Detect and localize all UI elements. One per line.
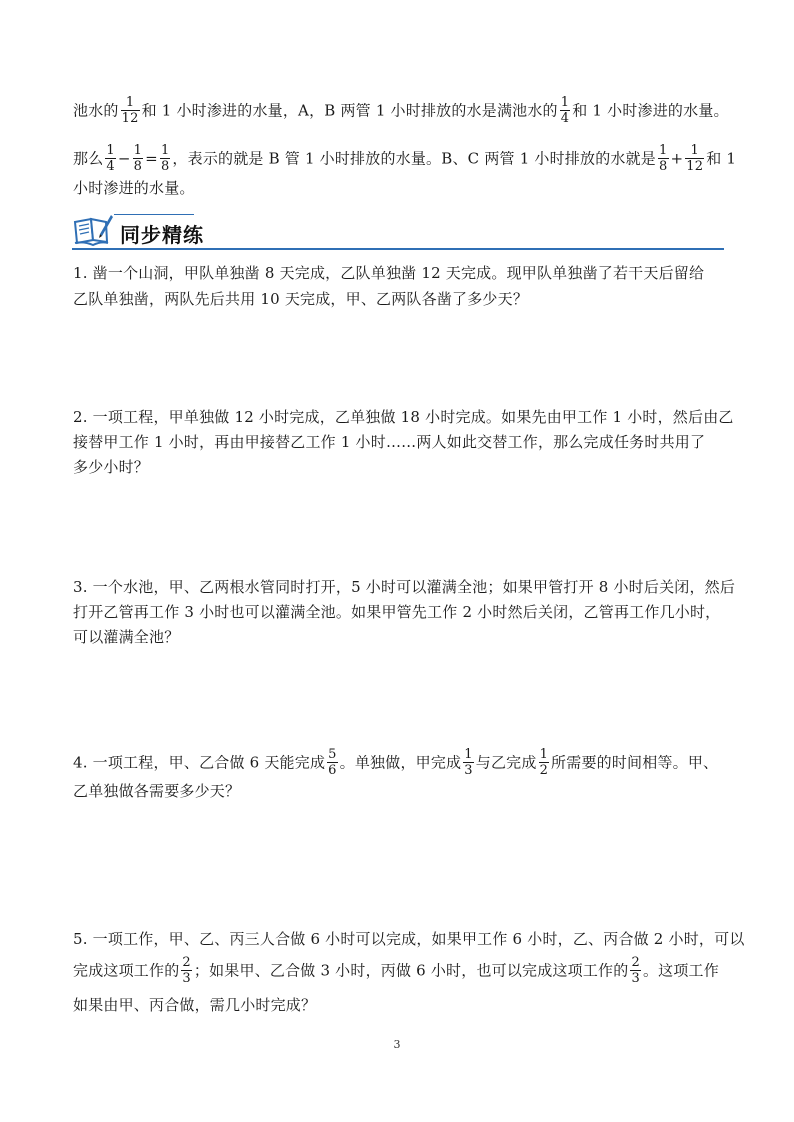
fraction: $\frac{1}{8}$	[160, 143, 170, 174]
fraction: $\frac{1}{4}$	[560, 95, 570, 126]
problem-2-line-3: 多少小时？	[73, 458, 150, 476]
problem-4-line-2: 乙单独做各需要多少天？	[73, 782, 241, 800]
fraction: $\frac{1}{8}$	[133, 143, 143, 174]
fraction: $\frac{2}{3}$	[182, 955, 191, 986]
fraction: $\frac{5}{6}$	[328, 747, 337, 778]
text: 完成这项工作的	[73, 961, 180, 980]
operator: =	[145, 149, 158, 168]
text: 和 1	[706, 149, 737, 168]
fraction: $\frac{1}{8}$	[659, 143, 668, 174]
operator: −	[117, 149, 131, 168]
fraction: $\frac{2}{3}$	[631, 955, 640, 986]
problem-4-line-1	[73, 748, 718, 779]
page-number: 3	[393, 1038, 401, 1051]
text: 那么	[73, 149, 104, 168]
problem-5-line-1: 5. 一项工作，甲、乙、丙三人合做 6 小时可以完成，如果甲工作 6 小时，乙、丙合做 2 小时，可以	[73, 930, 745, 948]
fraction: $\frac{1}{12}$	[121, 95, 139, 126]
text: ；如果甲、乙合做 3 小时，丙做 6 小时，也可以完成这项工作的	[193, 961, 629, 980]
text: 池水的	[73, 101, 119, 120]
fraction: $\frac{1}{4}$	[106, 143, 115, 174]
book-pencil-icon	[72, 212, 114, 248]
problem-2-line-2: 接替甲工作 1 小时，再由甲接替乙工作 1 小时……两人如此交替工作，那么完成任务时共用了	[73, 433, 706, 451]
text: 。这项工作	[642, 961, 719, 980]
problem-5-line-2	[73, 956, 719, 987]
text: 和 1 小时渗进的水量。	[572, 101, 729, 120]
fraction: $\frac{1}{3}$	[464, 747, 473, 778]
problem-3-line-1: 3. 一个水池，甲、乙两根水管同时打开，5 小时可以灌满全池；如果甲管打开 8 小时后关闭，然后	[73, 578, 736, 596]
text: ，表示的就是 B 管 1 小时排放的水量。B、C 两管 1 小时排放的水就是	[172, 149, 657, 168]
fraction: $\frac{1}{2}$	[539, 747, 549, 778]
section-title: 同步精练	[120, 223, 204, 247]
text: 所需要的时间相等。甲、	[551, 753, 719, 772]
fraction: $\frac{1}{12}$	[686, 143, 704, 174]
text: 和 1 小时渗进的水量，A，B 两管 1 小时排放的水是满池水的	[141, 101, 558, 120]
problem-1-line-2: 乙队单独凿，两队先后共用 10 天完成，甲、乙两队各凿了多少天？	[73, 290, 529, 308]
operator: +	[670, 149, 684, 168]
header-rule	[72, 248, 724, 250]
problem-2-line-1: 2. 一项工程，甲单独做 12 小时完成，乙单独做 18 小时完成。如果先由甲工作 1 小时，然后由乙	[73, 408, 734, 426]
problem-1-line-1: 1. 凿一个山洞，甲队单独凿 8 天完成，乙队单独凿 12 天完成。现甲队单独凿了若干天后留给	[73, 264, 705, 282]
header-top-rule	[114, 214, 194, 215]
intro-line-2	[73, 144, 736, 175]
text: 与乙完成	[475, 753, 537, 772]
intro-line-1	[73, 96, 729, 127]
problem-5-line-3: 如果由甲、丙合做，需几小时完成？	[73, 996, 317, 1014]
problem-3-line-2: 打开乙管再工作 3 小时也可以灌满全池。如果甲管先工作 2 小时然后关闭，乙管再工作几小时，	[73, 603, 721, 621]
intro-line-3: 小时渗进的水量。	[73, 179, 195, 197]
problem-3-line-3: 可以灌满全池？	[73, 628, 180, 646]
text: 4. 一项工程，甲、乙合做 6 天能完成	[73, 753, 326, 772]
text: 。单独做，甲完成	[339, 753, 462, 772]
section-header	[72, 208, 724, 252]
